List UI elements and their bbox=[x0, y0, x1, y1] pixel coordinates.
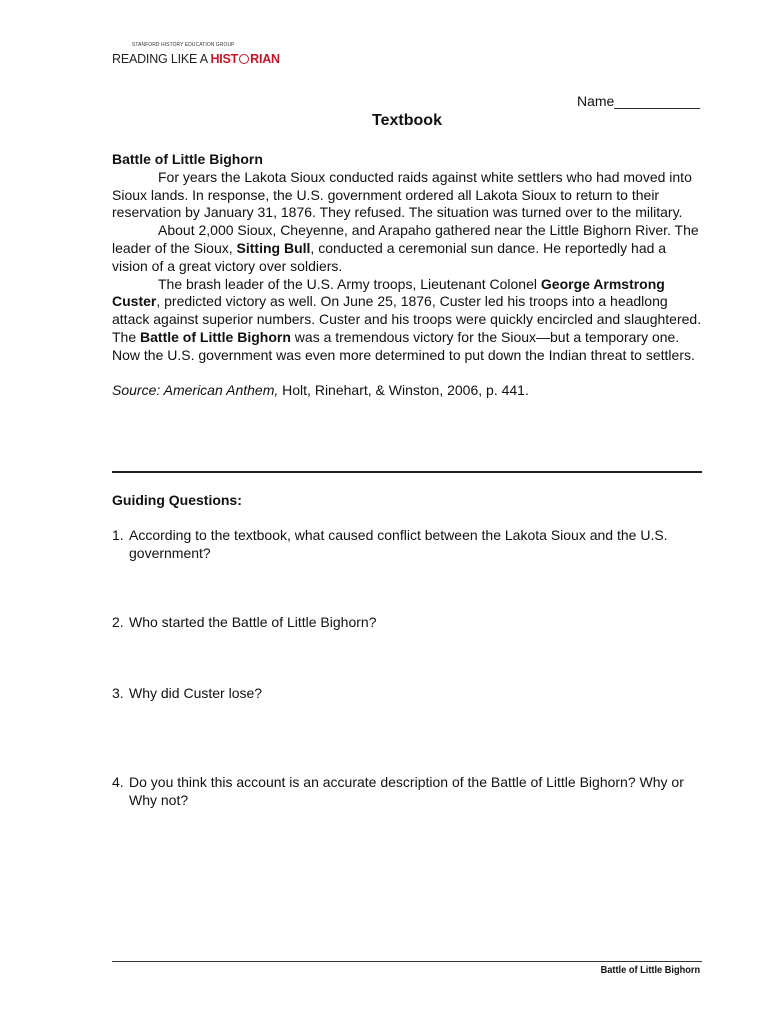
magnifying-glass-icon bbox=[239, 54, 249, 64]
paragraph-3 bbox=[112, 276, 704, 365]
paragraph-2 bbox=[112, 222, 704, 275]
document-title: Textbook bbox=[372, 112, 442, 129]
guiding-questions-title: Guiding Questions: bbox=[112, 492, 242, 508]
reading-passage bbox=[112, 151, 704, 399]
sitting-bull-bold: Sitting Bull bbox=[236, 239, 311, 256]
paragraph-2-text-a: About 2,000 Sioux, Cheyenne, and Arapaho gathered near the Little Bighorn River. The leader of the Sioux, bbox=[112, 222, 699, 256]
question-number: 4. bbox=[112, 773, 124, 790]
source-citation bbox=[112, 382, 704, 400]
logo-group-name: STANFORD HISTORY EDUCATION GROUP bbox=[132, 42, 235, 48]
question-text: Do you think this account is an accurate description of the Battle of Little Bighorn? Why or Why not? bbox=[129, 773, 684, 808]
section-divider bbox=[112, 471, 702, 473]
paragraph-1 bbox=[112, 169, 704, 222]
footer-divider bbox=[112, 961, 702, 962]
section-title: Battle of Little Bighorn bbox=[112, 151, 263, 167]
question-text: Who started the Battle of Little Bighorn? bbox=[129, 614, 377, 631]
logo-text-reading: READING LIKE A bbox=[112, 52, 211, 66]
source-details: Holt, Rinehart, & Winston, 2006, p. 441. bbox=[278, 381, 529, 398]
question-item bbox=[112, 774, 704, 810]
question-item bbox=[112, 685, 704, 703]
reading-like-a-historian-logo bbox=[112, 42, 280, 66]
footer-title: Battle of Little Bighorn bbox=[600, 964, 700, 976]
battle-name-bold: Battle of Little Bighorn bbox=[140, 328, 291, 345]
paragraph-1-text: For years the Lakota Sioux conducted raids against white settlers who had moved into Sioux lands. In response, the U.S. government ordered all Lakota Sioux to return to their reservation by January 31, 1876. They refused. The situation was turned over to the military. bbox=[112, 168, 692, 221]
paragraph-3-text-a: The brash leader of the U.S. Army troops, Lieutenant Colonel bbox=[158, 275, 541, 292]
paragraph-3-text-c: was a tremendous victory for the Sioux—but a temporary one. Now the U.S. government was even more determined to put down the Indian threat to settlers. bbox=[112, 328, 695, 363]
question-text: According to the textbook, what caused conflict between the Lakota Sioux and the U.S. government? bbox=[129, 526, 668, 561]
question-number: 2. bbox=[112, 614, 124, 631]
guiding-questions bbox=[112, 492, 704, 810]
logo-text-hist: HIST bbox=[210, 52, 239, 66]
question-item bbox=[112, 614, 704, 632]
name-field: Name___________ bbox=[577, 93, 700, 109]
custer-bold: George Armstrong Custer bbox=[112, 275, 665, 310]
logo-wordmark bbox=[112, 52, 280, 66]
question-text: Why did Custer lose? bbox=[129, 685, 263, 702]
question-number: 1. bbox=[112, 526, 124, 543]
question-item bbox=[112, 527, 704, 563]
question-number: 3. bbox=[112, 685, 124, 702]
paragraph-2-text-b: , conducted a ceremonial sun dance. He reportedly had a vision of a great victory over soldiers. bbox=[112, 239, 667, 274]
source-label: Source: American Anthem, bbox=[112, 381, 279, 398]
logo-text-rian: RIAN bbox=[250, 52, 280, 66]
paragraph-3-text-b: , predicted victory as well. On June 25, 1876, Custer led his troops into a headlong attack against superior numbers. Custer and his troops were quickly encircled and slaughtered. The bbox=[112, 293, 702, 345]
